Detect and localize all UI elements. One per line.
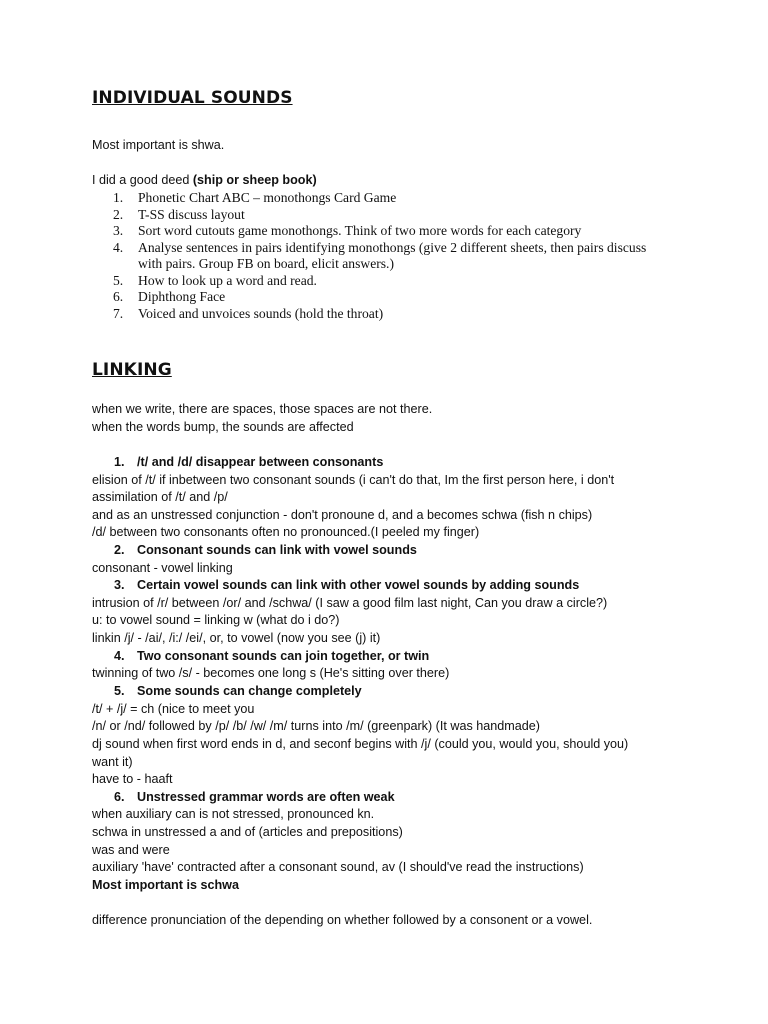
list-item: 5. How to look up a word and read.: [113, 273, 317, 288]
deed-bold: (ship or sheep book): [192, 173, 317, 187]
intro-line-2: when the words bump, the sounds are affected: [92, 420, 354, 434]
note-line: have to - haaft: [92, 772, 173, 786]
list-item: 3. Sort word cutouts game monothongs. Think of two more words for each category: [113, 223, 582, 238]
note-line: was and were: [92, 843, 170, 857]
list-item: 7. Voiced and unvoices sounds (hold the throat): [113, 306, 384, 321]
note-line: twinning of two /s/ - becomes one long s (He's sitting over there): [92, 666, 450, 680]
list-item: 1. Phonetic Chart ABC – monothongs Card Game: [113, 190, 397, 205]
rule-heading-1: 1. /t/ and /d/ disappear between consonants: [114, 455, 384, 469]
note-line: schwa in unstressed a and of (articles and prepositions): [92, 825, 403, 839]
list-item: 4. Analyse sentences in pairs identifying monothongs (give 2 different sheets, then pairs discuss: [113, 240, 647, 255]
note-line: elision of /t/ if inbetween two consonant sounds (i can't do that, Im the first person here, i don't: [92, 473, 615, 487]
intro-line-1: when we write, there are spaces, those spaces are not there.: [92, 402, 433, 416]
note-line: intrusion of /r/ between /or/ and /schwa/ (I saw a good film last night, Can you draw a circle?): [92, 596, 608, 610]
deed-text: I did a good deed: [92, 173, 193, 187]
heading-individual-sounds: INDIVIDUAL SOUNDS: [92, 88, 293, 108]
note-line: assimilation of /t/ and /p/: [92, 490, 228, 504]
rule-heading-2: 2. Consonant sounds can link with vowel sounds: [114, 543, 417, 557]
note-line: dj sound when first word ends in d, and seconf begins with /j/ (could you, would you, should you): [92, 737, 629, 751]
heading-linking: LINKING: [92, 360, 172, 380]
bold-summary: Most important is schwa: [92, 878, 239, 892]
deed-line: [92, 173, 317, 187]
rule-heading-3: 3. Certain vowel sounds can link with other vowel sounds by adding sounds: [114, 578, 580, 592]
note-line: when auxiliary can is not stressed, pronounced kn.: [92, 807, 375, 821]
note-line: u: to vowel sound = linking w (what do i do?): [92, 613, 340, 627]
note-line: linkin /j/ - /ai/, /i:/ /ei/, or, to vowel (now you see (j) it): [92, 631, 381, 645]
note-line: /n/ or /nd/ followed by /p/ /b/ /w/ /m/ turns into /m/ (greenpark) (It was handmade): [92, 719, 540, 733]
rule-heading-6: 6. Unstressed grammar words are often weak: [114, 790, 395, 804]
list-item-continuation: with pairs. Group FB on board, elicit answers.): [138, 256, 394, 271]
note-line: and as an unstressed conjunction - don't pronoune d, and a becomes schwa (fish n chips): [92, 508, 593, 522]
note-line: /t/ + /j/ = ch (nice to meet you: [92, 702, 255, 716]
note-line: auxiliary 'have' contracted after a consonant sound, av (I should've read the instructions): [92, 860, 584, 874]
note-line: want it): [92, 755, 133, 769]
rule-heading-5: 5. Some sounds can change completely: [114, 684, 362, 698]
list-item: 2. T-SS discuss layout: [113, 207, 245, 222]
final-note: difference pronunciation of the depending on whether followed by a consonent or a vowel.: [92, 913, 593, 927]
note-line: consonant - vowel linking: [92, 561, 233, 575]
rule-heading-4: 4. Two consonant sounds can join together, or twin: [114, 649, 430, 663]
note-line: /d/ between two consonants often no pronounced.(I peeled my finger): [92, 525, 480, 539]
intro-text: Most important is shwa.: [92, 138, 225, 152]
list-item: 6. Diphthong Face: [113, 289, 226, 304]
